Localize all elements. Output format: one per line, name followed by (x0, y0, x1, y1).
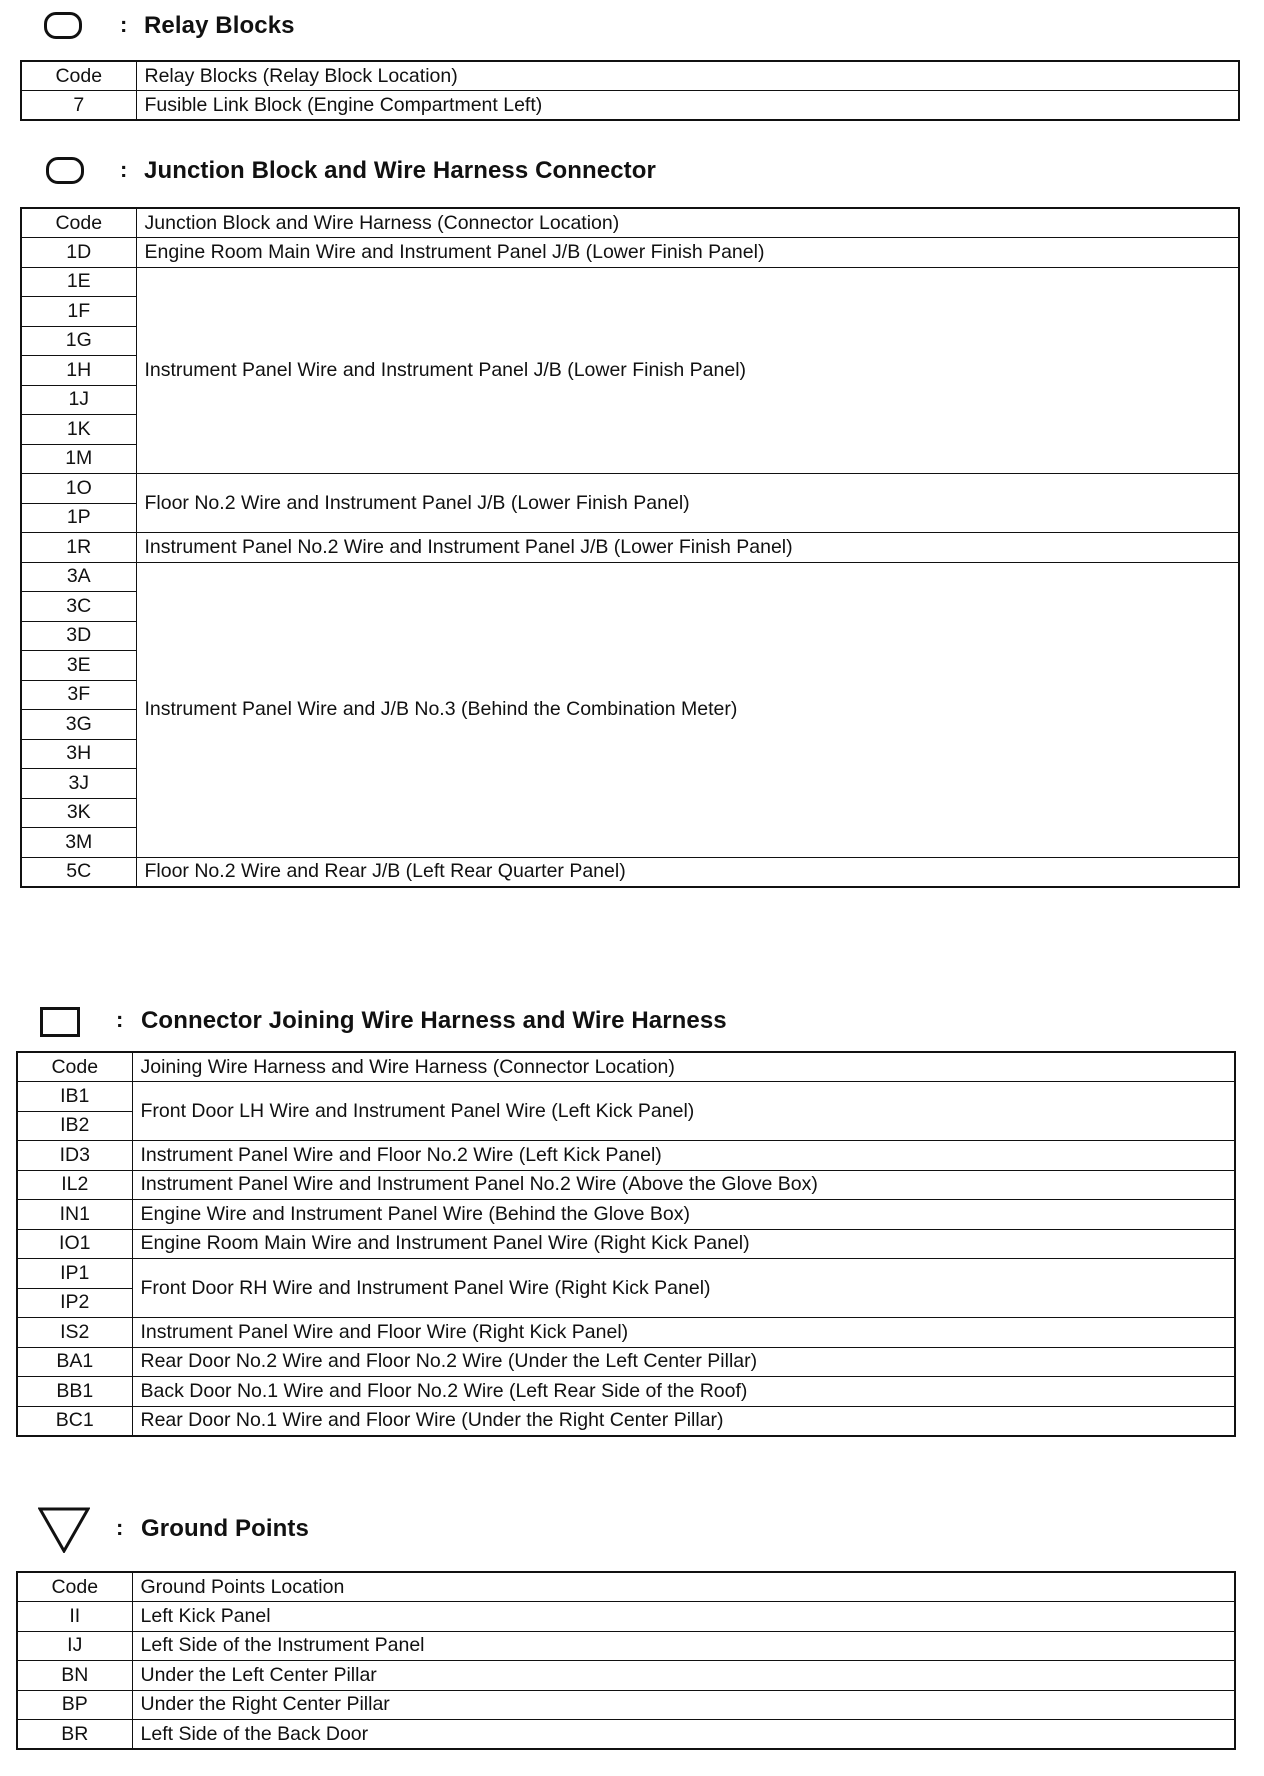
code-cell: 1M (21, 444, 136, 474)
connector-section (0, 995, 1264, 1431)
table-row (21, 238, 1239, 268)
ground-points-table (16, 1571, 1236, 1750)
description-column-header: Relay Blocks (Relay Block Location) (136, 61, 1239, 91)
code-cell: IB2 (17, 1111, 132, 1141)
code-cell: 1D (21, 238, 136, 268)
code-cell: II (17, 1602, 132, 1632)
description-cell: Front Door LH Wire and Instrument Panel Wire (Left Kick Panel) (132, 1082, 1235, 1141)
junction-block-section (0, 145, 1264, 882)
code-cell: 1R (21, 533, 136, 563)
description-cell: Engine Wire and Instrument Panel Wire (Behind the Glove Box) (132, 1200, 1235, 1230)
description-cell: Fusible Link Block (Engine Compartment Left) (136, 91, 1239, 121)
description-cell: Back Door No.1 Wire and Floor No.2 Wire (Left Rear Side of the Roof) (132, 1377, 1235, 1407)
description-cell: Engine Room Main Wire and Instrument Panel J/B (Lower Finish Panel) (136, 238, 1239, 268)
code-cell: 3G (21, 710, 136, 740)
description-cell: Left Side of the Instrument Panel (132, 1631, 1235, 1661)
description-cell: Left Side of the Back Door (132, 1720, 1235, 1750)
description-cell: Front Door RH Wire and Instrument Panel Wire (Right Kick Panel) (132, 1259, 1235, 1318)
code-cell: BN (17, 1661, 132, 1691)
code-cell: 3K (21, 798, 136, 828)
code-cell: 3A (21, 562, 136, 592)
table-header-row (21, 61, 1239, 91)
code-cell: BA1 (17, 1347, 132, 1377)
table-row (17, 1377, 1235, 1407)
section-title: Connector Joining Wire Harness and Wire Harness (141, 1007, 727, 1034)
code-column-header: Code (17, 1052, 132, 1082)
junction-block-heading (0, 145, 1264, 191)
table-row (17, 1602, 1235, 1632)
code-cell: 1K (21, 415, 136, 445)
description-cell: Rear Door No.2 Wire and Floor No.2 Wire (Under the Left Center Pillar) (132, 1347, 1235, 1377)
description-cell: Instrument Panel Wire and Floor No.2 Wire (Left Kick Panel) (132, 1141, 1235, 1171)
table-row (17, 1229, 1235, 1259)
code-cell: BP (17, 1690, 132, 1720)
code-cell: BC1 (17, 1406, 132, 1436)
table-row (17, 1631, 1235, 1661)
code-cell: IL2 (17, 1170, 132, 1200)
code-cell: IN1 (17, 1200, 132, 1230)
ground-points-heading (0, 1503, 1264, 1549)
code-cell: 5C (21, 857, 136, 887)
code-cell: BR (17, 1720, 132, 1750)
code-cell: 1J (21, 385, 136, 415)
code-cell: 1P (21, 503, 136, 533)
code-cell: 1E (21, 267, 136, 297)
description-cell: Under the Right Center Pillar (132, 1690, 1235, 1720)
square-icon (40, 1007, 80, 1037)
code-cell: 3C (21, 592, 136, 622)
code-cell: 3D (21, 621, 136, 651)
description-cell: Floor No.2 Wire and Instrument Panel J/B (Lower Finish Panel) (136, 474, 1239, 533)
code-cell: 1F (21, 297, 136, 327)
table-row (17, 1170, 1235, 1200)
connector-table (16, 1051, 1236, 1437)
table-row (17, 1661, 1235, 1691)
heading-colon: : (120, 157, 128, 182)
code-cell: 7 (21, 91, 136, 121)
description-cell: Under the Left Center Pillar (132, 1661, 1235, 1691)
description-cell: Instrument Panel No.2 Wire and Instrument Panel J/B (Lower Finish Panel) (136, 533, 1239, 563)
table-row (17, 1690, 1235, 1720)
relay-blocks-section (0, 0, 1264, 116)
code-cell: IJ (17, 1631, 132, 1661)
table-row (17, 1347, 1235, 1377)
description-cell: Instrument Panel Wire and J/B No.3 (Behind the Combination Meter) (136, 562, 1239, 857)
description-cell: Instrument Panel Wire and Floor Wire (Right Kick Panel) (132, 1318, 1235, 1348)
heading-colon: : (116, 1007, 124, 1032)
heading-colon: : (120, 12, 128, 37)
rounded-rect-icon (44, 12, 82, 39)
code-cell: 1O (21, 474, 136, 504)
heading-colon: : (116, 1515, 124, 1540)
code-column-header: Code (21, 61, 136, 91)
table-row (21, 857, 1239, 887)
code-cell: 1H (21, 356, 136, 386)
table-header-row (17, 1052, 1235, 1082)
code-column-header: Code (17, 1572, 132, 1602)
table-row (21, 267, 1239, 297)
description-cell: Floor No.2 Wire and Rear J/B (Left Rear Quarter Panel) (136, 857, 1239, 887)
code-cell: IS2 (17, 1318, 132, 1348)
description-cell: Instrument Panel Wire and Instrument Panel No.2 Wire (Above the Glove Box) (132, 1170, 1235, 1200)
connector-heading (0, 995, 1264, 1041)
table-row (21, 533, 1239, 563)
code-cell: IP1 (17, 1259, 132, 1289)
rounded-rect-icon (46, 157, 84, 184)
code-cell: 3J (21, 769, 136, 799)
table-row (17, 1406, 1235, 1436)
description-cell: Engine Room Main Wire and Instrument Panel Wire (Right Kick Panel) (132, 1229, 1235, 1259)
description-cell: Left Kick Panel (132, 1602, 1235, 1632)
code-cell: 1G (21, 326, 136, 356)
junction-block-table (20, 207, 1240, 888)
code-cell: 3H (21, 739, 136, 769)
description-column-header: Joining Wire Harness and Wire Harness (Connector Location) (132, 1052, 1235, 1082)
table-row (21, 562, 1239, 592)
relay-blocks-table (20, 60, 1240, 121)
table-row (17, 1318, 1235, 1348)
relay-blocks-heading (0, 0, 1264, 46)
section-title: Junction Block and Wire Harness Connector (144, 157, 656, 184)
table-row (17, 1141, 1235, 1171)
code-cell: 3E (21, 651, 136, 681)
code-column-header: Code (21, 208, 136, 238)
table-header-row (17, 1572, 1235, 1602)
description-column-header: Junction Block and Wire Harness (Connector Location) (136, 208, 1239, 238)
triangle-down-icon (38, 1507, 90, 1553)
code-cell: 3F (21, 680, 136, 710)
table-row (21, 474, 1239, 504)
table-row (17, 1259, 1235, 1289)
table-row (17, 1720, 1235, 1750)
table-header-row (21, 208, 1239, 238)
section-title: Ground Points (141, 1515, 309, 1542)
table-row (17, 1082, 1235, 1112)
section-title: Relay Blocks (144, 12, 295, 39)
description-cell: Instrument Panel Wire and Instrument Panel J/B (Lower Finish Panel) (136, 267, 1239, 474)
table-row (21, 91, 1239, 121)
description-column-header: Ground Points Location (132, 1572, 1235, 1602)
code-cell: IO1 (17, 1229, 132, 1259)
code-cell: ID3 (17, 1141, 132, 1171)
code-cell: IP2 (17, 1288, 132, 1318)
description-cell: Rear Door No.1 Wire and Floor Wire (Under the Right Center Pillar) (132, 1406, 1235, 1436)
code-cell: 3M (21, 828, 136, 858)
ground-points-section (0, 1503, 1264, 1745)
table-row (17, 1200, 1235, 1230)
code-cell: IB1 (17, 1082, 132, 1112)
code-cell: BB1 (17, 1377, 132, 1407)
